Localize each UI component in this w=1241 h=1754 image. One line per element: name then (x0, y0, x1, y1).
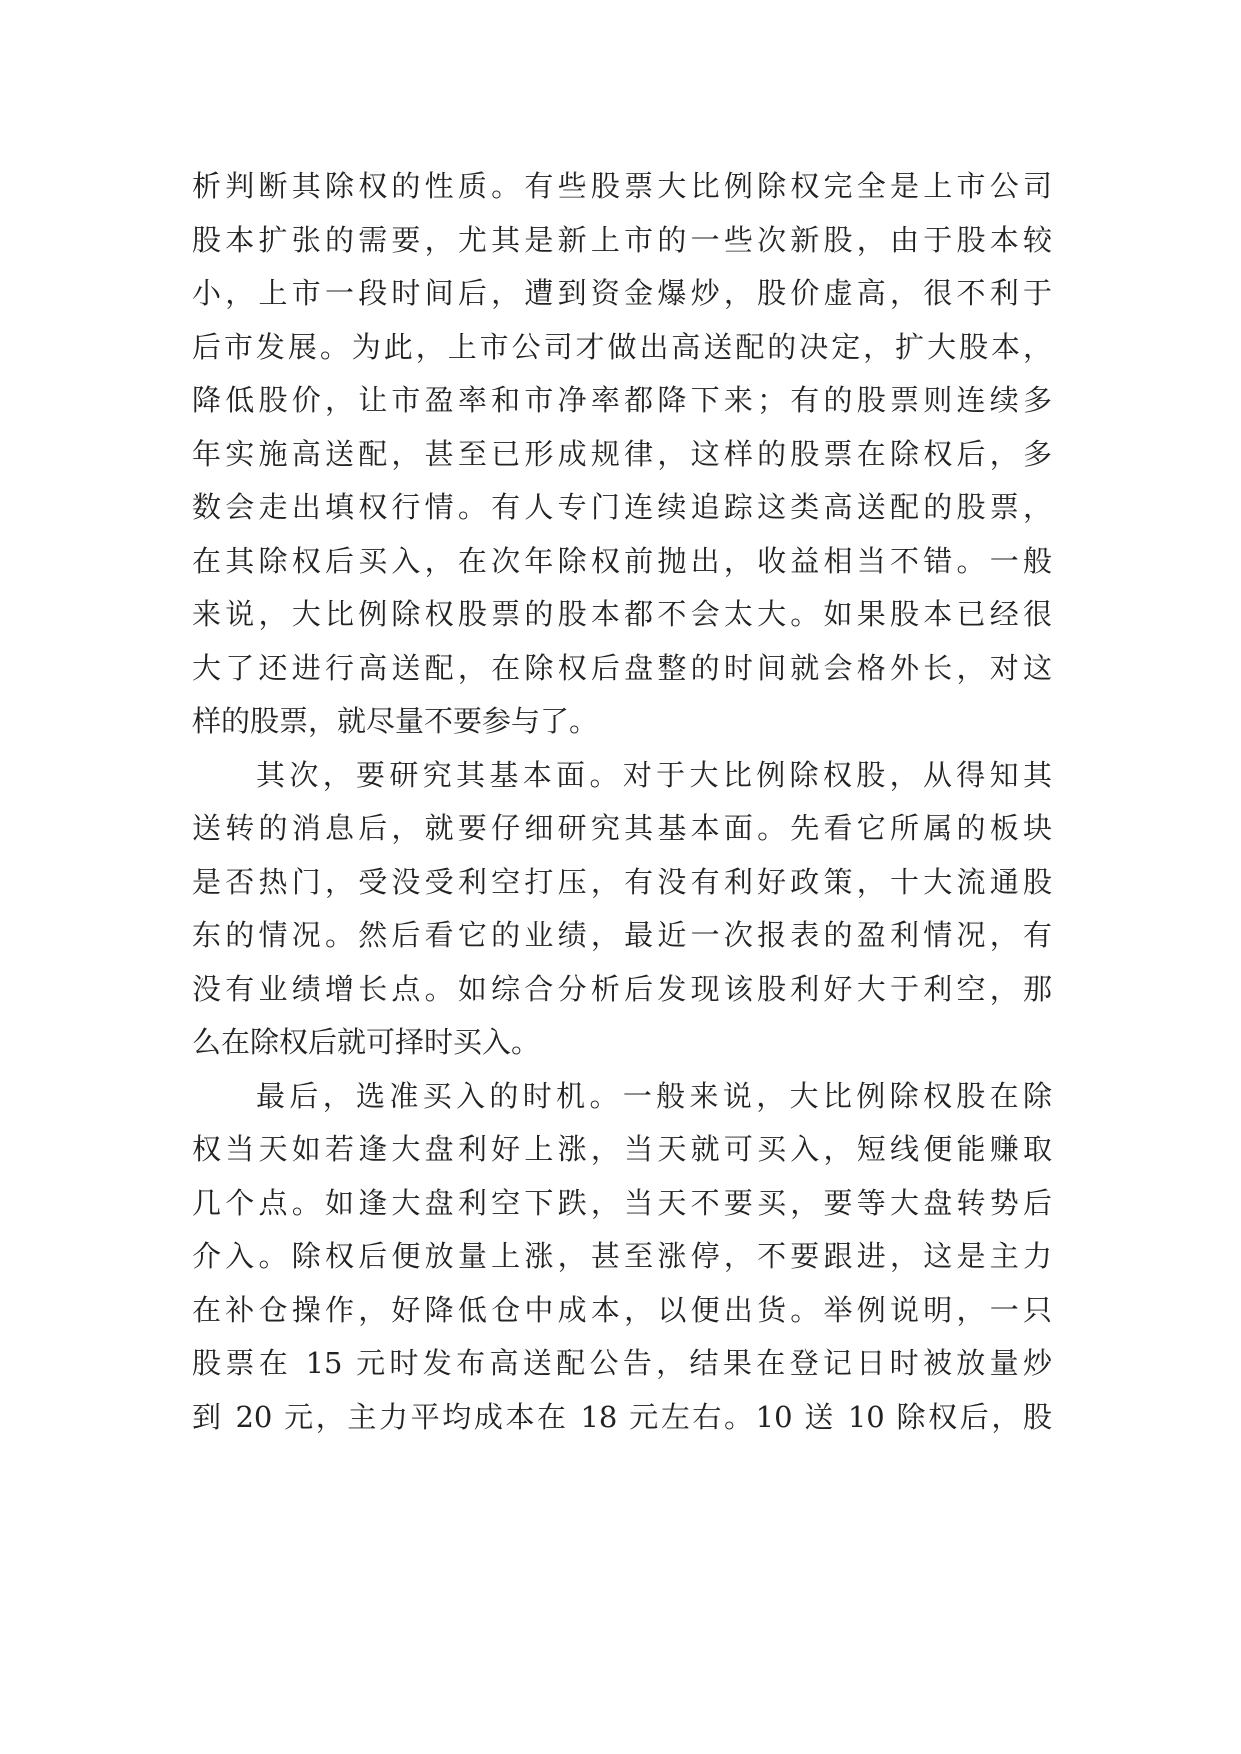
text-line: 是否热门，受没受利空打压，有没有利好政策，十大流通股 (192, 864, 1052, 899)
body-text (192, 160, 1052, 1444)
text-line: 股票在 15 元时发布高送配公告，结果在登记日时被放量炒 (192, 1346, 1052, 1380)
text-line: 权当天如若逢大盘利好上涨，当天就可买入，短线便能赚取 (192, 1132, 1052, 1166)
text-line: 最后，选准买入的时机。一般来说，大比例除权股在除 (256, 1078, 1052, 1113)
text-line: 东的情况。然后看它的业绩，最近一次报表的盈利情况，有 (192, 918, 1052, 952)
text-line: 其次，要研究其基本面。对于大比例除权股，从得知其 (256, 757, 1052, 792)
text-line: 大了还进行高送配，在除权后盘整的时间就会格外长，对这 (192, 650, 1052, 685)
text-line: 在其除权后买入，在次年除权前抛出，收益相当不错。一般 (192, 543, 1052, 578)
text-line: 股本扩张的需要，尤其是新上市的一些次新股，由于股本较 (192, 222, 1052, 257)
text-line: 几个点。如逢大盘利空下跌，当天不要买，要等大盘转势后 (192, 1185, 1052, 1220)
text-line: 数会走出填权行情。有人专门连续追踪这类高送配的股票， (192, 490, 1052, 524)
text-line: 小，上市一段时间后，遭到资金爆炒，股价虚高，很不利于 (192, 276, 1052, 310)
text-line: 到 20 元，主力平均成本在 18 元左右。10 送 10 除权后，股 (192, 1399, 1052, 1434)
text-line: 样的股票，就尽量不要参与了。 (192, 704, 599, 738)
text-line: 年实施高送配，甚至已形成规律，这样的股票在除权后，多 (192, 436, 1052, 471)
text-line: 介入。除权后便放量上涨，甚至涨停，不要跟进，这是主力 (192, 1239, 1052, 1273)
text-line: 在补仓操作，好降低仓中成本，以便出货。举例说明，一只 (192, 1292, 1052, 1327)
text-line: 没有业绩增长点。如综合分析后发现该股利好大于利空，那 (192, 971, 1052, 1006)
text-line: 送转的消息后，就要仔细研究其基本面。先看它所属的板块 (192, 811, 1052, 845)
text-line: 降低股价，让市盈率和市净率都降下来；有的股票则连续多 (192, 383, 1052, 417)
text-line: 来说，大比例除权股票的股本都不会太大。如果股本已经很 (192, 597, 1052, 631)
text-line: 后市发展。为此，上市公司才做出高送配的决定，扩大股本， (192, 329, 1052, 364)
text-line: 析判断其除权的性质。有些股票大比例除权完全是上市公司 (192, 169, 1052, 203)
text-line: 么在除权后就可择时买入。 (192, 1025, 541, 1059)
